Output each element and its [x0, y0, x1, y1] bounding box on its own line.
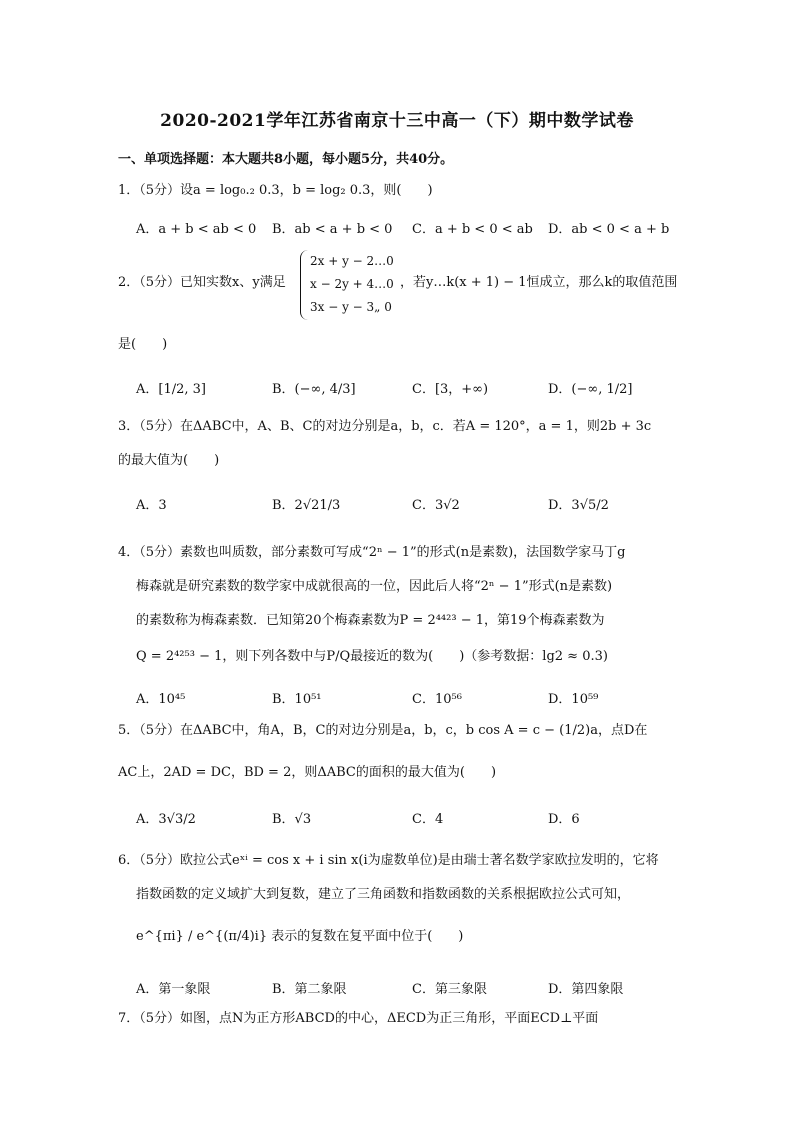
- q5-option-c: C．4: [412, 812, 444, 827]
- question-6-line3: e^{πi} / e^{(π/4)i} 表示的复数在复平面中位于( ): [136, 929, 464, 944]
- section-heading: 一、单项选择题：本大题共8小题，每小题5分，共40分。: [118, 152, 454, 167]
- q4-option-b: B．10⁵¹: [272, 692, 322, 707]
- q6-option-d: D．第四象限: [548, 982, 624, 997]
- q3-option-b: B．2√21/3: [272, 498, 341, 513]
- q4-option-d: D．10⁵⁹: [548, 692, 599, 707]
- inequality-3: 3x − y − 3„ 0: [310, 300, 392, 314]
- q2-option-c: C．[3，+∞): [412, 382, 489, 397]
- q1-option-b: B．ab < a + b < 0: [272, 222, 393, 237]
- q1-option-c: C．a + b < 0 < ab: [412, 222, 533, 237]
- page-title: 2020-2021学年江苏省南京十三中高一（下）期中数学试卷: [160, 111, 634, 131]
- q4-option-a: A．10⁴⁵: [136, 692, 186, 707]
- question-4-line3: 的素数称为梅森素数．已知第20个梅森素数为P = 2⁴⁴²³ − 1，第19个梅森素数为: [136, 613, 605, 628]
- q3-option-a: A．3: [136, 498, 167, 513]
- q2-option-d: D．(−∞, 1/2]: [548, 382, 633, 397]
- question-5-line2: AC上，2AD = DC，BD = 2，则ΔABC的面积的最大值为( ): [118, 765, 497, 780]
- q6-option-c: C．第三象限: [412, 982, 487, 997]
- q2-option-a: A．[1/2, 3]: [136, 382, 206, 397]
- q5-option-b: B．√3: [272, 812, 312, 827]
- question-4-line4: Q = 2⁴²⁵³ − 1，则下列各数中与P/Q最接近的数为( )（参考数据：lg2 ≈ 0.3): [136, 649, 608, 664]
- question-2-prefix: 2．（5分）已知实数x、y满足: [118, 275, 286, 290]
- q6-option-b: B．第二象限: [272, 982, 347, 997]
- q5-option-a: A．3√3/2: [136, 812, 196, 827]
- question-6-line2: 指数函数的定义域扩大到复数，建立了三角函数和指数函数的关系根据欧拉公式可知，: [136, 887, 631, 902]
- inequality-2: x − 2y + 4…0: [310, 277, 394, 291]
- system-brace: [300, 250, 309, 320]
- q3-option-d: D．3√5/2: [548, 498, 609, 513]
- inequality-1: 2x + y − 2…0: [310, 254, 394, 268]
- q1-option-a: A．a + b < ab < 0: [136, 222, 257, 237]
- question-2-line2: 是( ): [118, 337, 168, 352]
- question-3-line1: 3．（5分）在ΔABC中，A、B、C的对边分别是a，b，c．若A = 120°，a = 1，则2b + 3c: [118, 419, 652, 434]
- question-4-line2: 梅森就是研究素数的数学家中成就很高的一位，因此后人将“2ⁿ − 1”形式(n是素数): [136, 579, 613, 594]
- q6-option-a: A．第一象限: [136, 982, 211, 997]
- question-2-suffix: ，若y…k(x + 1) − 1恒成立，那么k的取值范围: [400, 275, 678, 290]
- q4-option-c: C．10⁵⁶: [412, 692, 462, 707]
- question-3-line2: 的最大值为( ): [118, 453, 220, 468]
- q5-option-d: D．6: [548, 812, 580, 827]
- question-1: 1．（5分）设a = log₀.₂ 0.3，b = log₂ 0.3，则( ): [118, 183, 433, 198]
- q3-option-c: C．3√2: [412, 498, 460, 513]
- question-4-line1: 4．（5分）素数也叫质数，部分素数可写成“2ⁿ − 1”的形式(n是素数)，法国数学家马丁g: [118, 545, 626, 560]
- q2-option-b: B．(−∞, 4/3]: [272, 382, 356, 397]
- q1-option-d: D．ab < 0 < a + b: [548, 222, 670, 237]
- question-6-line1: 6．（5分）欧拉公式eˣⁱ = cos x + i sin x(i为虚数单位)是由瑞士著名数学家欧拉发明的，它将: [118, 853, 659, 868]
- question-7-line1: 7．（5分）如图，点N为正方形ABCD的中心，ΔECD为正三角形，平面ECD⊥平面: [118, 1011, 599, 1026]
- inequality-system: [310, 250, 394, 319]
- question-5-line1: 5．（5分）在ΔABC中，角A，B，C的对边分别是a，b，c，b cos A = c − (1/2)a，点D在: [118, 723, 648, 738]
